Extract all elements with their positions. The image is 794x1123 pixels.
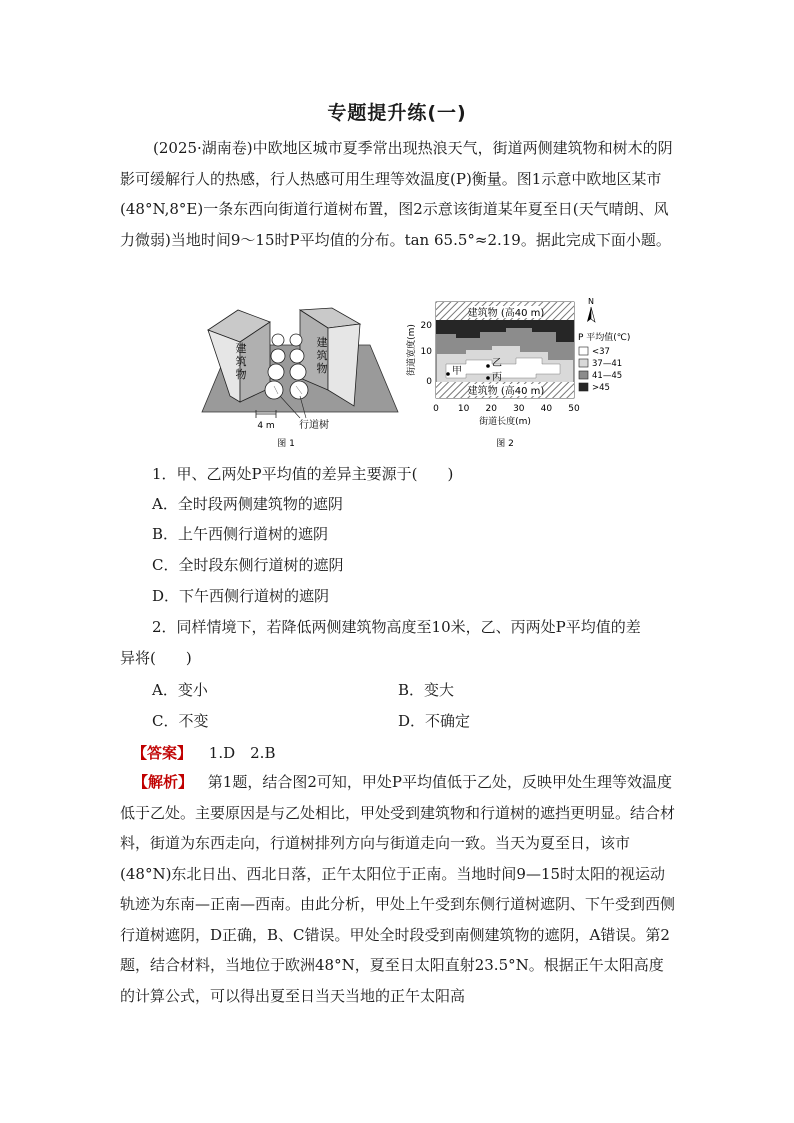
bottom-building-label: 建筑物 (高40 m) bbox=[467, 386, 545, 397]
legend-item-1: <37 bbox=[592, 347, 610, 357]
q1-option-b: B．上午西侧行道树的遮阴 bbox=[152, 525, 329, 543]
legend-item-2: 37—41 bbox=[592, 359, 623, 369]
left-building-label-1: 建 bbox=[235, 342, 247, 355]
x-tick-20: 20 bbox=[485, 404, 497, 414]
legend-item-4: >45 bbox=[592, 383, 610, 393]
analysis-text: 第1题，结合图2可知，甲处P平均值低于乙处，反映甲处生理等效温度低于乙处。主要原因是与乙处相比，甲处受到建筑物和行道树的遮挡更明显。结合材料，街道为东西走向，行道树排列方向与街道走向一致。当天为夏至日，该市(48°N)东北日出、西北日落，正午太阳位于正南。当地时间9—15时太阳的视运动轨迹为东南—正南—西南。由此分析，甲处上午受到东侧行道树遮阴、下午受到西侧行道树遮阴，D正确，B、C错误。甲处全时段受到南侧建筑物的遮阴，A错误。第2题，结合材料，当地位于欧洲48°N，夏至日太阳直射23.5°N。根据正午太阳高度的计算公式，可以得出夏至日当天当地的正午太阳高 bbox=[120, 773, 676, 1005]
answer-line bbox=[132, 743, 275, 763]
q1-option-a: A．全时段两侧建筑物的遮阴 bbox=[152, 495, 343, 513]
analysis-label: 【解析】 bbox=[133, 773, 194, 791]
y-axis-label: 街道宽度(m) bbox=[407, 324, 417, 376]
tree-label: 行道树 bbox=[299, 420, 329, 431]
q1-option-c: C．全时段东侧行道树的遮阴 bbox=[152, 556, 344, 574]
q1-option-d: D．下午西侧行道树的遮阴 bbox=[152, 587, 330, 605]
figure-1-caption: 图 1 bbox=[277, 439, 295, 449]
answer-text: 1.D 2.B bbox=[208, 744, 276, 762]
left-building-label-3: 物 bbox=[235, 368, 247, 381]
figure-1 bbox=[200, 300, 400, 455]
intro-paragraph: (2025·湖南卷)中欧地区城市夏季常出现热浪天气，街道两侧建筑物和树木的阴影可缓解行人的热感，行人热感可用生理等效温度(P)衡量。图1示意中欧地区某市(48°N,8°E)一条东西向街道行道树布置，图2示意该街道某年夏至日(天气晴朗、风力微弱)当地时间9～15时P平均值的分布。tan 65.5°≈2.19。据此完成下面小题。 bbox=[120, 139, 673, 249]
figure-2-caption: 图 2 bbox=[496, 439, 514, 449]
right-building-label-3: 物 bbox=[316, 362, 328, 375]
x-tick-10: 10 bbox=[457, 404, 470, 414]
north-arrow-icon bbox=[587, 307, 591, 322]
legend-item-3: 41—45 bbox=[592, 371, 623, 381]
y-tick-0: 0 bbox=[426, 377, 432, 387]
answer-label: 【答案】 bbox=[132, 744, 193, 762]
page-title: 专题提升练(一) bbox=[327, 102, 467, 124]
point-bing: 丙 bbox=[492, 372, 502, 383]
top-building-label: 建筑物 (高40 m) bbox=[467, 308, 545, 319]
point-yi: 乙 bbox=[492, 358, 502, 369]
question-2-stem-line2: 异将( ) bbox=[120, 649, 192, 667]
x-tick-50: 50 bbox=[568, 404, 580, 414]
y-tick-20: 20 bbox=[420, 321, 432, 331]
point-jia: 甲 bbox=[452, 366, 462, 377]
figure-2 bbox=[404, 296, 664, 456]
left-building-label-2: 筑 bbox=[235, 355, 247, 368]
y-tick-10: 10 bbox=[420, 347, 432, 357]
q2-option-b: B．变大 bbox=[398, 681, 455, 699]
question-1-stem: 1．甲、乙两处P平均值的差异主要源于( ) bbox=[152, 465, 454, 483]
analysis-paragraph bbox=[120, 767, 675, 1011]
q2-option-d: D．不确定 bbox=[398, 712, 471, 730]
q2-option-a: A．变小 bbox=[152, 681, 208, 699]
right-building-label-2: 筑 bbox=[316, 349, 328, 362]
x-tick-40: 40 bbox=[540, 404, 553, 414]
street-width-label: 4 m bbox=[257, 421, 275, 431]
north-label: N bbox=[588, 297, 594, 306]
right-building-label-1: 建 bbox=[316, 336, 328, 349]
x-tick-30: 30 bbox=[513, 404, 525, 414]
q2-option-c: C．不变 bbox=[152, 712, 209, 730]
x-axis-label: 街道长度(m) bbox=[479, 417, 531, 427]
legend-title: P 平均值(℃) bbox=[578, 333, 631, 343]
x-tick-0: 0 bbox=[433, 404, 439, 414]
question-2-stem-line1: 2．同样情境下，若降低两侧建筑物高度至10米，乙、丙两处P平均值的差 bbox=[152, 618, 641, 636]
